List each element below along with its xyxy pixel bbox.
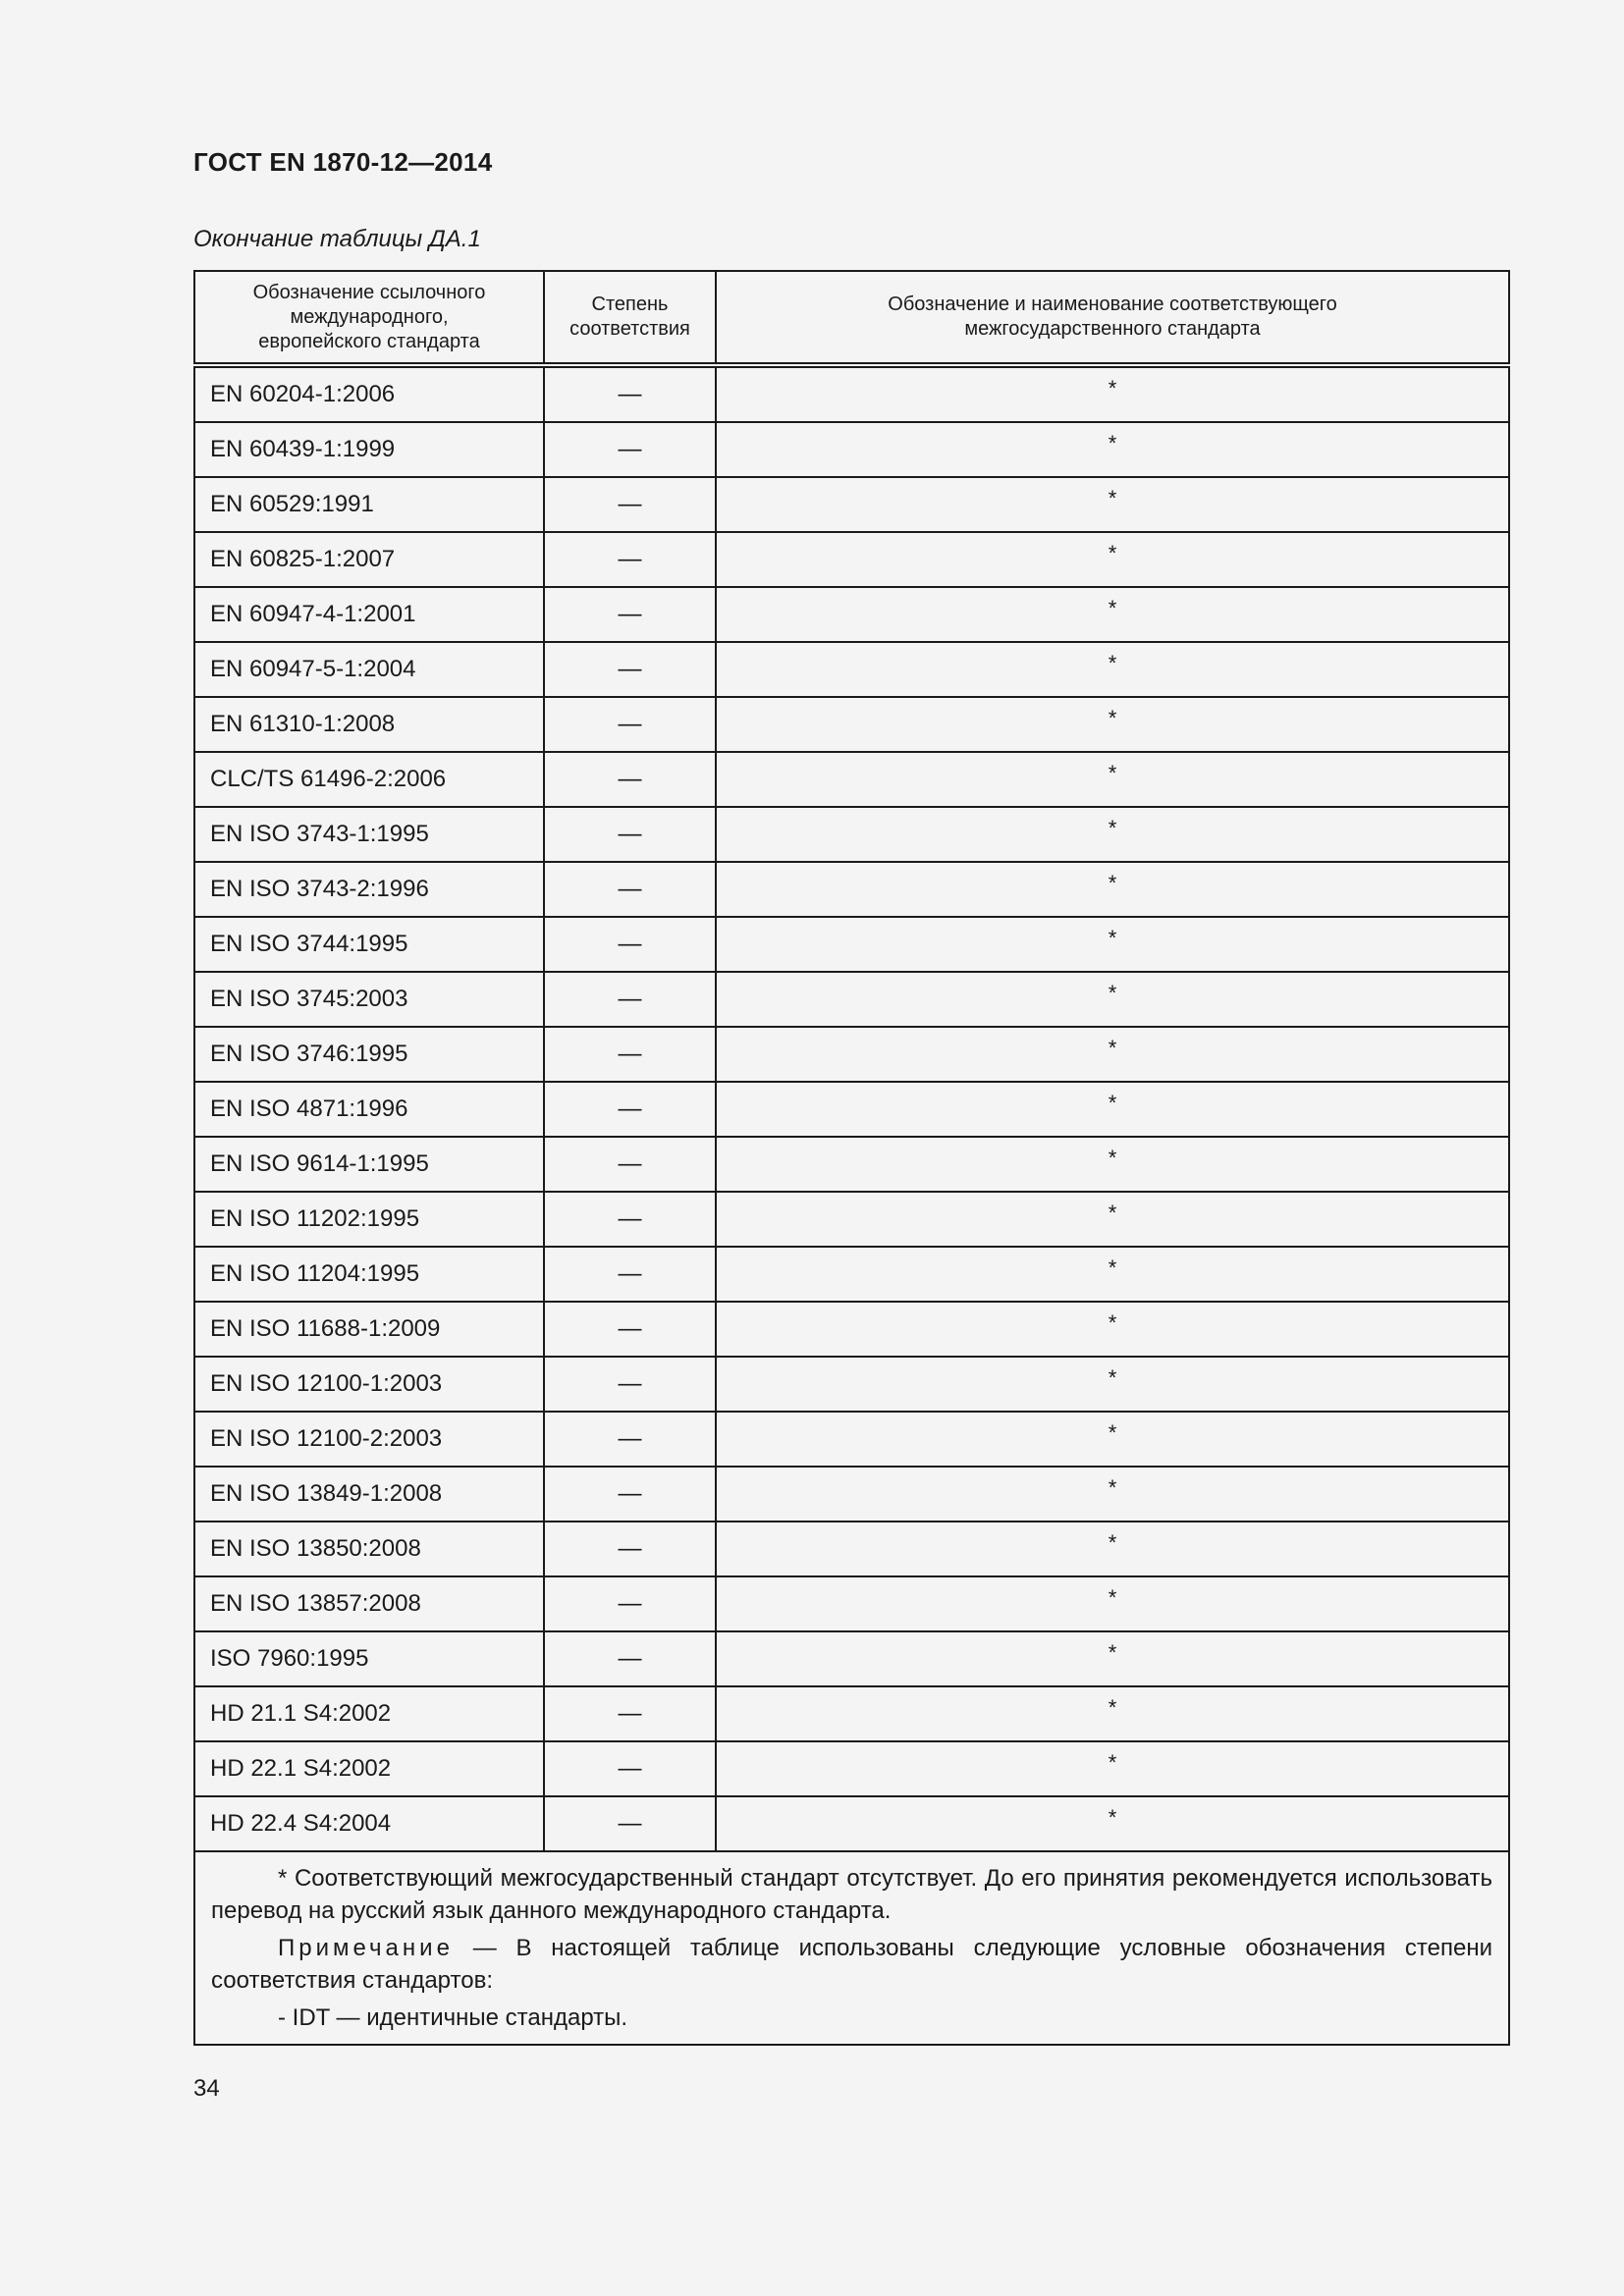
degree-cell: — (544, 587, 716, 642)
interstate-standard-cell: * (716, 1082, 1509, 1137)
degree-cell: — (544, 752, 716, 807)
table-row (194, 1686, 1509, 1741)
reference-standard-cell: EN ISO 3744:1995 (194, 917, 544, 972)
interstate-standard-cell: * (716, 1412, 1509, 1467)
reference-standard-cell: EN 60947-5-1:2004 (194, 642, 544, 697)
degree-cell: — (544, 862, 716, 917)
header-reference-standard: Обозначение ссылочного международного, европейского стандарта (194, 271, 544, 365)
degree-cell: — (544, 1576, 716, 1631)
reference-standard-cell: EN ISO 11204:1995 (194, 1247, 544, 1302)
interstate-standard-cell: * (716, 1027, 1509, 1082)
note-text: — В настоящей таблице использованы следующие условные обозначения степени соответствия стандартов: (211, 1935, 1492, 1994)
reference-standard-cell: EN ISO 3743-2:1996 (194, 862, 544, 917)
table-row (194, 642, 1509, 697)
table-row (194, 1082, 1509, 1137)
reference-standard-cell: HD 22.4 S4:2004 (194, 1796, 544, 1851)
table-row (194, 1467, 1509, 1522)
degree-cell: — (544, 1357, 716, 1412)
page-number: 34 (193, 2075, 220, 2102)
degree-cell: — (544, 1522, 716, 1576)
reference-standard-cell: EN ISO 12100-2:2003 (194, 1412, 544, 1467)
reference-standard-cell: EN 60947-4-1:2001 (194, 587, 544, 642)
interstate-standard-cell: * (716, 972, 1509, 1027)
table-row (194, 422, 1509, 477)
interstate-standard-cell: * (716, 1247, 1509, 1302)
degree-cell: — (544, 697, 716, 752)
table-row (194, 477, 1509, 532)
table-row (194, 1247, 1509, 1302)
degree-cell: — (544, 422, 716, 477)
interstate-standard-cell: * (716, 477, 1509, 532)
table-caption: Окончание таблицы ДА.1 (193, 226, 481, 252)
interstate-standard-cell: * (716, 1467, 1509, 1522)
header-degree-of-compliance: Степень соответствия (544, 271, 716, 365)
table-header-row (194, 271, 1509, 365)
notes-cell (194, 1851, 1509, 2045)
degree-cell: — (544, 1686, 716, 1741)
interstate-standard-cell: * (716, 1522, 1509, 1576)
table-row (194, 697, 1509, 752)
reference-standard-cell: EN 60204-1:2006 (194, 365, 544, 422)
header-interstate-standard: Обозначение и наименование соответствующего межгосударственного стандарта (716, 271, 1509, 365)
reference-standard-cell: EN ISO 9614-1:1995 (194, 1137, 544, 1192)
table-row (194, 807, 1509, 862)
degree-cell: — (544, 1412, 716, 1467)
reference-standard-cell: EN ISO 13849-1:2008 (194, 1467, 544, 1522)
reference-standard-cell: EN ISO 3745:2003 (194, 972, 544, 1027)
footnote: * Соответствующий межгосударственный стандарт отсутствует. До его принятия рекомендуется использовать перевод на русский язык данного международного стандарта. (211, 1865, 1492, 1924)
degree-cell: — (544, 972, 716, 1027)
degree-cell: — (544, 1796, 716, 1851)
degree-cell: — (544, 532, 716, 587)
table-body (194, 365, 1509, 1851)
reference-standard-cell: EN 60825-1:2007 (194, 532, 544, 587)
degree-cell: — (544, 365, 716, 422)
interstate-standard-cell: * (716, 1631, 1509, 1686)
interstate-standard-cell: * (716, 917, 1509, 972)
table-row (194, 1027, 1509, 1082)
interstate-standard-cell: * (716, 365, 1509, 422)
interstate-standard-cell: * (716, 1192, 1509, 1247)
interstate-standard-cell: * (716, 1686, 1509, 1741)
note-paragraph (211, 1932, 1492, 1997)
reference-standard-cell: CLC/TS 61496-2:2006 (194, 752, 544, 807)
degree-cell: — (544, 1082, 716, 1137)
degree-cell: — (544, 477, 716, 532)
degree-cell: — (544, 1137, 716, 1192)
reference-standard-cell: EN ISO 12100-1:2003 (194, 1357, 544, 1412)
table-row (194, 917, 1509, 972)
table-row (194, 1796, 1509, 1851)
document-title: ГОСТ EN 1870-12—2014 (193, 147, 493, 177)
interstate-standard-cell: * (716, 1741, 1509, 1796)
interstate-standard-cell: * (716, 697, 1509, 752)
reference-standard-cell: ISO 7960:1995 (194, 1631, 544, 1686)
interstate-standard-cell: * (716, 1137, 1509, 1192)
interstate-standard-cell: * (716, 862, 1509, 917)
table-row (194, 752, 1509, 807)
reference-standard-cell: EN ISO 3743-1:1995 (194, 807, 544, 862)
degree-cell: — (544, 1631, 716, 1686)
reference-standard-cell: EN 60439-1:1999 (194, 422, 544, 477)
degree-cell: — (544, 1741, 716, 1796)
reference-standard-cell: EN ISO 13857:2008 (194, 1576, 544, 1631)
reference-standard-cell: EN 60529:1991 (194, 477, 544, 532)
interstate-standard-cell: * (716, 1796, 1509, 1851)
notes-row (194, 1851, 1509, 2045)
interstate-standard-cell: * (716, 587, 1509, 642)
interstate-standard-cell: * (716, 752, 1509, 807)
interstate-standard-cell: * (716, 422, 1509, 477)
degree-cell: — (544, 1302, 716, 1357)
interstate-standard-cell: * (716, 1357, 1509, 1412)
standards-table-container (193, 270, 1508, 2046)
table-row (194, 1192, 1509, 1247)
reference-standard-cell: EN ISO 4871:1996 (194, 1082, 544, 1137)
degree-cell: — (544, 1467, 716, 1522)
table-row (194, 1357, 1509, 1412)
reference-standard-cell: EN ISO 11688-1:2009 (194, 1302, 544, 1357)
degree-cell: — (544, 642, 716, 697)
table-row (194, 1302, 1509, 1357)
table-row (194, 1576, 1509, 1631)
standards-table (193, 270, 1510, 2046)
table-row (194, 1137, 1509, 1192)
reference-standard-cell: HD 21.1 S4:2002 (194, 1686, 544, 1741)
degree-cell: — (544, 1247, 716, 1302)
table-row (194, 587, 1509, 642)
table-row (194, 532, 1509, 587)
interstate-standard-cell: * (716, 642, 1509, 697)
reference-standard-cell: EN ISO 11202:1995 (194, 1192, 544, 1247)
table-row (194, 1412, 1509, 1467)
degree-cell: — (544, 1192, 716, 1247)
interstate-standard-cell: * (716, 1302, 1509, 1357)
table-row (194, 1631, 1509, 1686)
note-label: Примечание (278, 1935, 454, 1961)
note-item: - IDT — идентичные стандарты. (278, 2004, 628, 2031)
reference-standard-cell: EN ISO 13850:2008 (194, 1522, 544, 1576)
interstate-standard-cell: * (716, 1576, 1509, 1631)
interstate-standard-cell: * (716, 807, 1509, 862)
table-row (194, 862, 1509, 917)
table-row (194, 365, 1509, 422)
table-row (194, 1522, 1509, 1576)
degree-cell: — (544, 807, 716, 862)
table-row (194, 972, 1509, 1027)
degree-cell: — (544, 917, 716, 972)
table-row (194, 1741, 1509, 1796)
reference-standard-cell: EN 61310-1:2008 (194, 697, 544, 752)
interstate-standard-cell: * (716, 532, 1509, 587)
reference-standard-cell: HD 22.1 S4:2002 (194, 1741, 544, 1796)
degree-cell: — (544, 1027, 716, 1082)
reference-standard-cell: EN ISO 3746:1995 (194, 1027, 544, 1082)
